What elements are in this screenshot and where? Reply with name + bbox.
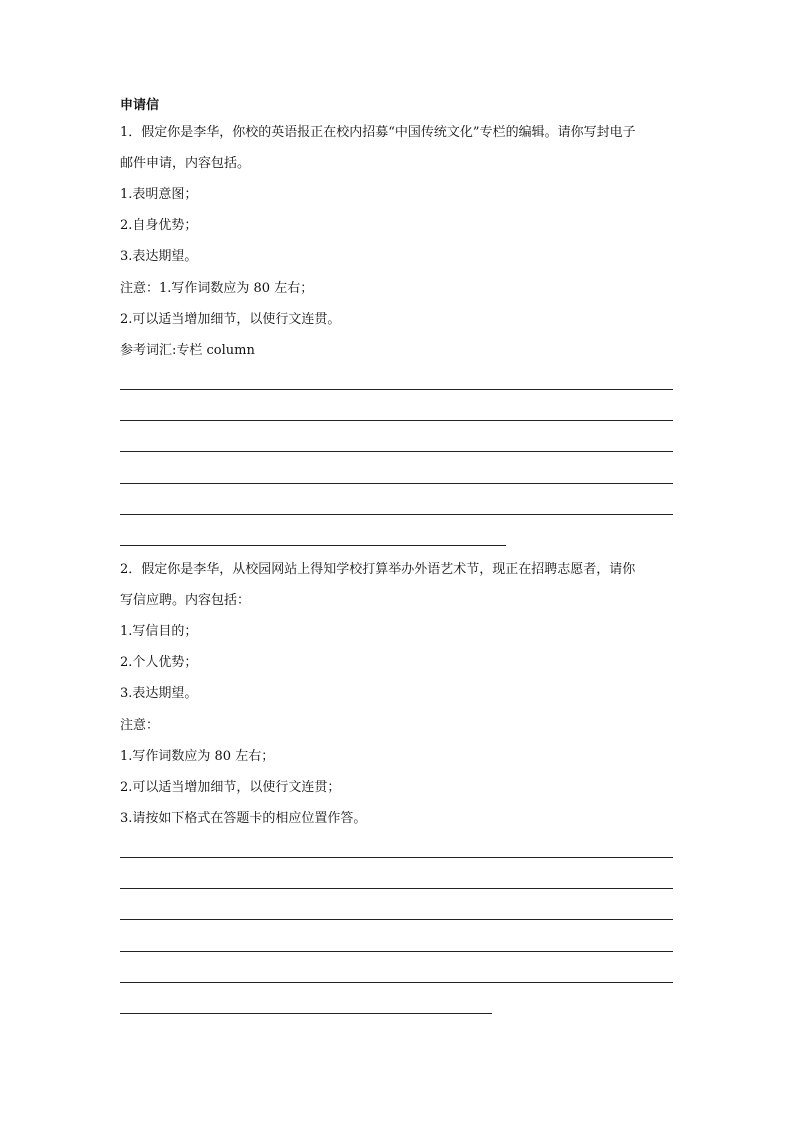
q1-prompt-line-2: 邮件申请，内容包括。 <box>120 156 251 171</box>
q2-note-label: 注意： <box>120 718 160 733</box>
q1-answer-line <box>120 420 673 421</box>
q2-item-1: 1.写信目的； <box>120 624 198 639</box>
q2-note-1: 1.写作词数应为 80 左右； <box>120 749 275 764</box>
q1-answer-line <box>120 514 673 515</box>
q1-item-2: 2.自身优势； <box>120 218 198 233</box>
q1-answer-line <box>120 389 673 390</box>
q2-note-2: 2.可以适当增加细节，以使行文连贯； <box>120 780 341 795</box>
q2-answer-line <box>120 888 673 889</box>
document-title: 申请信 <box>120 98 160 113</box>
q2-answer-line <box>120 857 673 858</box>
q1-answer-line <box>120 483 673 484</box>
q1-vocab: 参考词汇:专栏 column <box>120 343 255 358</box>
q2-item-2: 2.个人优势； <box>120 655 198 670</box>
q2-note-3: 3.请按如下格式在答题卡的相应位置作答。 <box>120 811 367 826</box>
q2-prompt-line-2: 写信应聘。内容包括： <box>120 593 251 608</box>
q2-answer-line <box>120 919 673 920</box>
q1-note-2: 2.可以适当增加细节，以使行文连贯。 <box>120 312 341 327</box>
q2-answer-line <box>120 982 673 983</box>
q1-item-3: 3.表达期望。 <box>120 249 198 264</box>
q2-prompt-line-1: 2．假定你是李华，从校园网站上得知学校打算举办外语艺术节，现正在招聘志愿者，请你 <box>120 562 636 577</box>
q2-item-3: 3.表达期望。 <box>120 686 198 701</box>
q1-answer-line <box>120 451 673 452</box>
q1-prompt-line-1: 1．假定你是李华，你校的英语报正在校内招募“中国传统文化”专栏的编辑。请你写封电子 <box>120 125 636 140</box>
q1-note-1: 注意：1.写作词数应为 80 左右； <box>120 281 314 296</box>
q1-item-1: 1.表明意图； <box>120 187 198 202</box>
q2-answer-line-short <box>120 1013 492 1014</box>
q2-answer-line <box>120 951 673 952</box>
q1-answer-line-short <box>120 545 506 546</box>
